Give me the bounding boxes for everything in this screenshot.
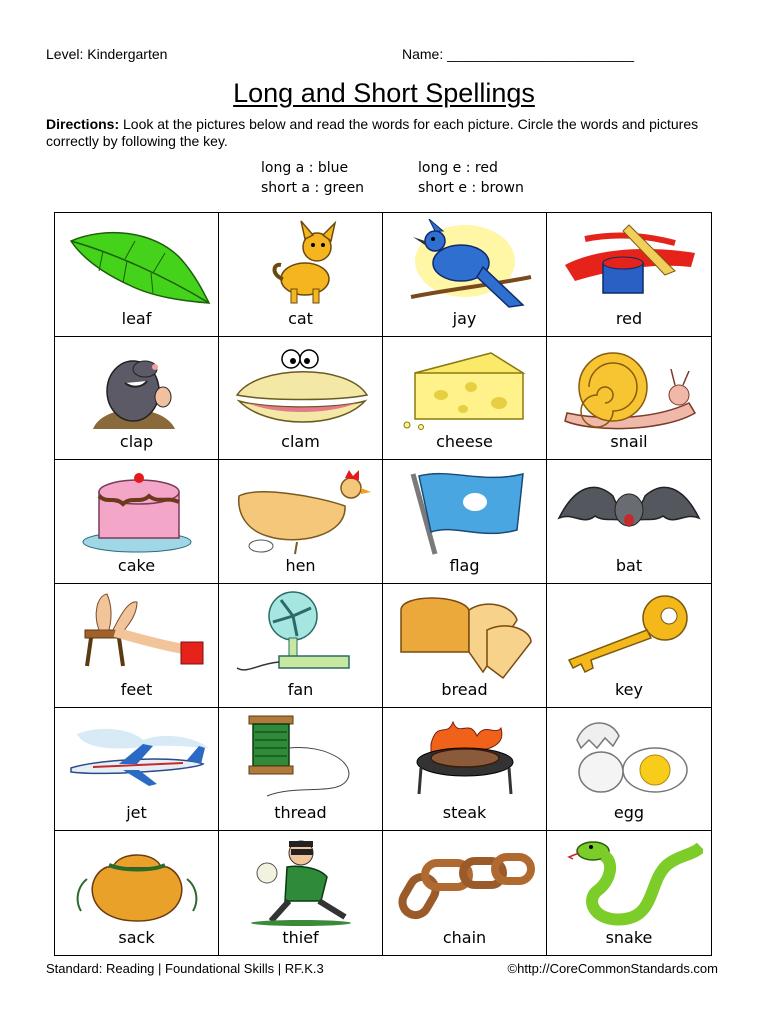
- color-key-a: [261, 158, 364, 198]
- word-label: snake: [605, 927, 653, 947]
- word-cell[interactable]: [219, 708, 383, 832]
- word-label: thread: [274, 803, 327, 823]
- directions-label: Directions:: [46, 116, 120, 132]
- page-title: Long and Short Spellings: [233, 78, 535, 108]
- fan-icon: [227, 590, 375, 680]
- jay-bird-icon: [391, 219, 539, 309]
- word-cell[interactable]: [219, 584, 383, 708]
- key-short-a: short a : green: [261, 180, 365, 196]
- egg-icon: [555, 714, 703, 804]
- hen-icon: [227, 466, 375, 556]
- word-label: cheese: [436, 432, 493, 452]
- word-label: leaf: [121, 308, 152, 328]
- word-label: egg: [613, 803, 645, 823]
- word-cell[interactable]: [219, 337, 383, 461]
- key-icon: [555, 590, 703, 680]
- name-field: Name: ________________________: [402, 46, 634, 62]
- color-key-e: [418, 158, 524, 198]
- word-cell[interactable]: [383, 213, 547, 337]
- word-cell[interactable]: [55, 708, 219, 832]
- word-cell[interactable]: [383, 460, 547, 584]
- word-cell[interactable]: [55, 831, 219, 955]
- snake-icon: [555, 837, 703, 927]
- word-cell[interactable]: [547, 213, 711, 337]
- flag-icon: [391, 466, 539, 556]
- word-label: jay: [452, 308, 477, 328]
- directions-text: Look at the pictures below and read the words for each picture. Circle the words and pictures correctly by following the key.: [46, 116, 699, 149]
- leaf-icon: [63, 219, 211, 309]
- picture-grid: [54, 212, 712, 956]
- mole-clapping-icon: [63, 343, 211, 433]
- clam-icon: [227, 343, 375, 433]
- level-label: Level: Kindergarten: [46, 46, 168, 62]
- word-cell[interactable]: [383, 831, 547, 955]
- cheese-icon: [391, 343, 539, 433]
- word-label: clam: [281, 432, 320, 452]
- word-label: feet: [120, 679, 153, 699]
- word-cell[interactable]: [547, 584, 711, 708]
- jet-icon: [63, 714, 211, 804]
- steak-icon: [391, 714, 539, 804]
- word-cell[interactable]: [383, 337, 547, 461]
- cat-icon: [227, 219, 375, 309]
- red-paint-icon: [555, 219, 703, 309]
- word-cell[interactable]: [383, 584, 547, 708]
- word-label: clap: [119, 432, 154, 452]
- standard-label: Standard: Reading | Foundational Skills | RF.K.3: [46, 961, 324, 976]
- word-label: key: [614, 679, 643, 699]
- thread-spool-icon: [227, 714, 375, 804]
- word-cell[interactable]: [55, 337, 219, 461]
- word-label: flag: [449, 555, 480, 575]
- word-label: steak: [442, 803, 487, 823]
- word-cell[interactable]: [219, 460, 383, 584]
- cake-icon: [63, 466, 211, 556]
- word-label: bread: [441, 679, 488, 699]
- key-long-a: long a : blue: [261, 160, 349, 176]
- feet-icon: [63, 590, 211, 680]
- word-cell[interactable]: [547, 460, 711, 584]
- word-label: cake: [117, 555, 156, 575]
- bread-icon: [391, 590, 539, 680]
- word-cell[interactable]: [547, 708, 711, 832]
- key-long-e: long e : red: [418, 160, 498, 176]
- directions: [46, 116, 726, 150]
- word-label: jet: [126, 803, 147, 823]
- word-label: chain: [442, 927, 487, 947]
- word-label: sack: [118, 927, 155, 947]
- word-cell[interactable]: [55, 460, 219, 584]
- word-label: snail: [610, 432, 648, 452]
- word-label: bat: [615, 555, 643, 575]
- snail-icon: [555, 343, 703, 433]
- word-label: fan: [287, 679, 314, 699]
- chain-icon: [391, 837, 539, 927]
- word-cell[interactable]: [219, 831, 383, 955]
- word-label: red: [615, 308, 643, 328]
- word-label: hen: [285, 555, 316, 575]
- word-cell[interactable]: [55, 584, 219, 708]
- sack-icon: [63, 837, 211, 927]
- word-cell[interactable]: [383, 708, 547, 832]
- word-cell[interactable]: [219, 213, 383, 337]
- copyright-link[interactable]: ©http://CoreCommonStandards.com: [507, 961, 718, 976]
- word-label: thief: [282, 927, 319, 947]
- bat-icon: [555, 466, 703, 556]
- key-short-e: short e : brown: [418, 180, 524, 196]
- word-cell[interactable]: [547, 337, 711, 461]
- word-cell[interactable]: [55, 213, 219, 337]
- word-cell[interactable]: [547, 831, 711, 955]
- word-label: cat: [288, 308, 313, 328]
- thief-icon: [227, 837, 375, 927]
